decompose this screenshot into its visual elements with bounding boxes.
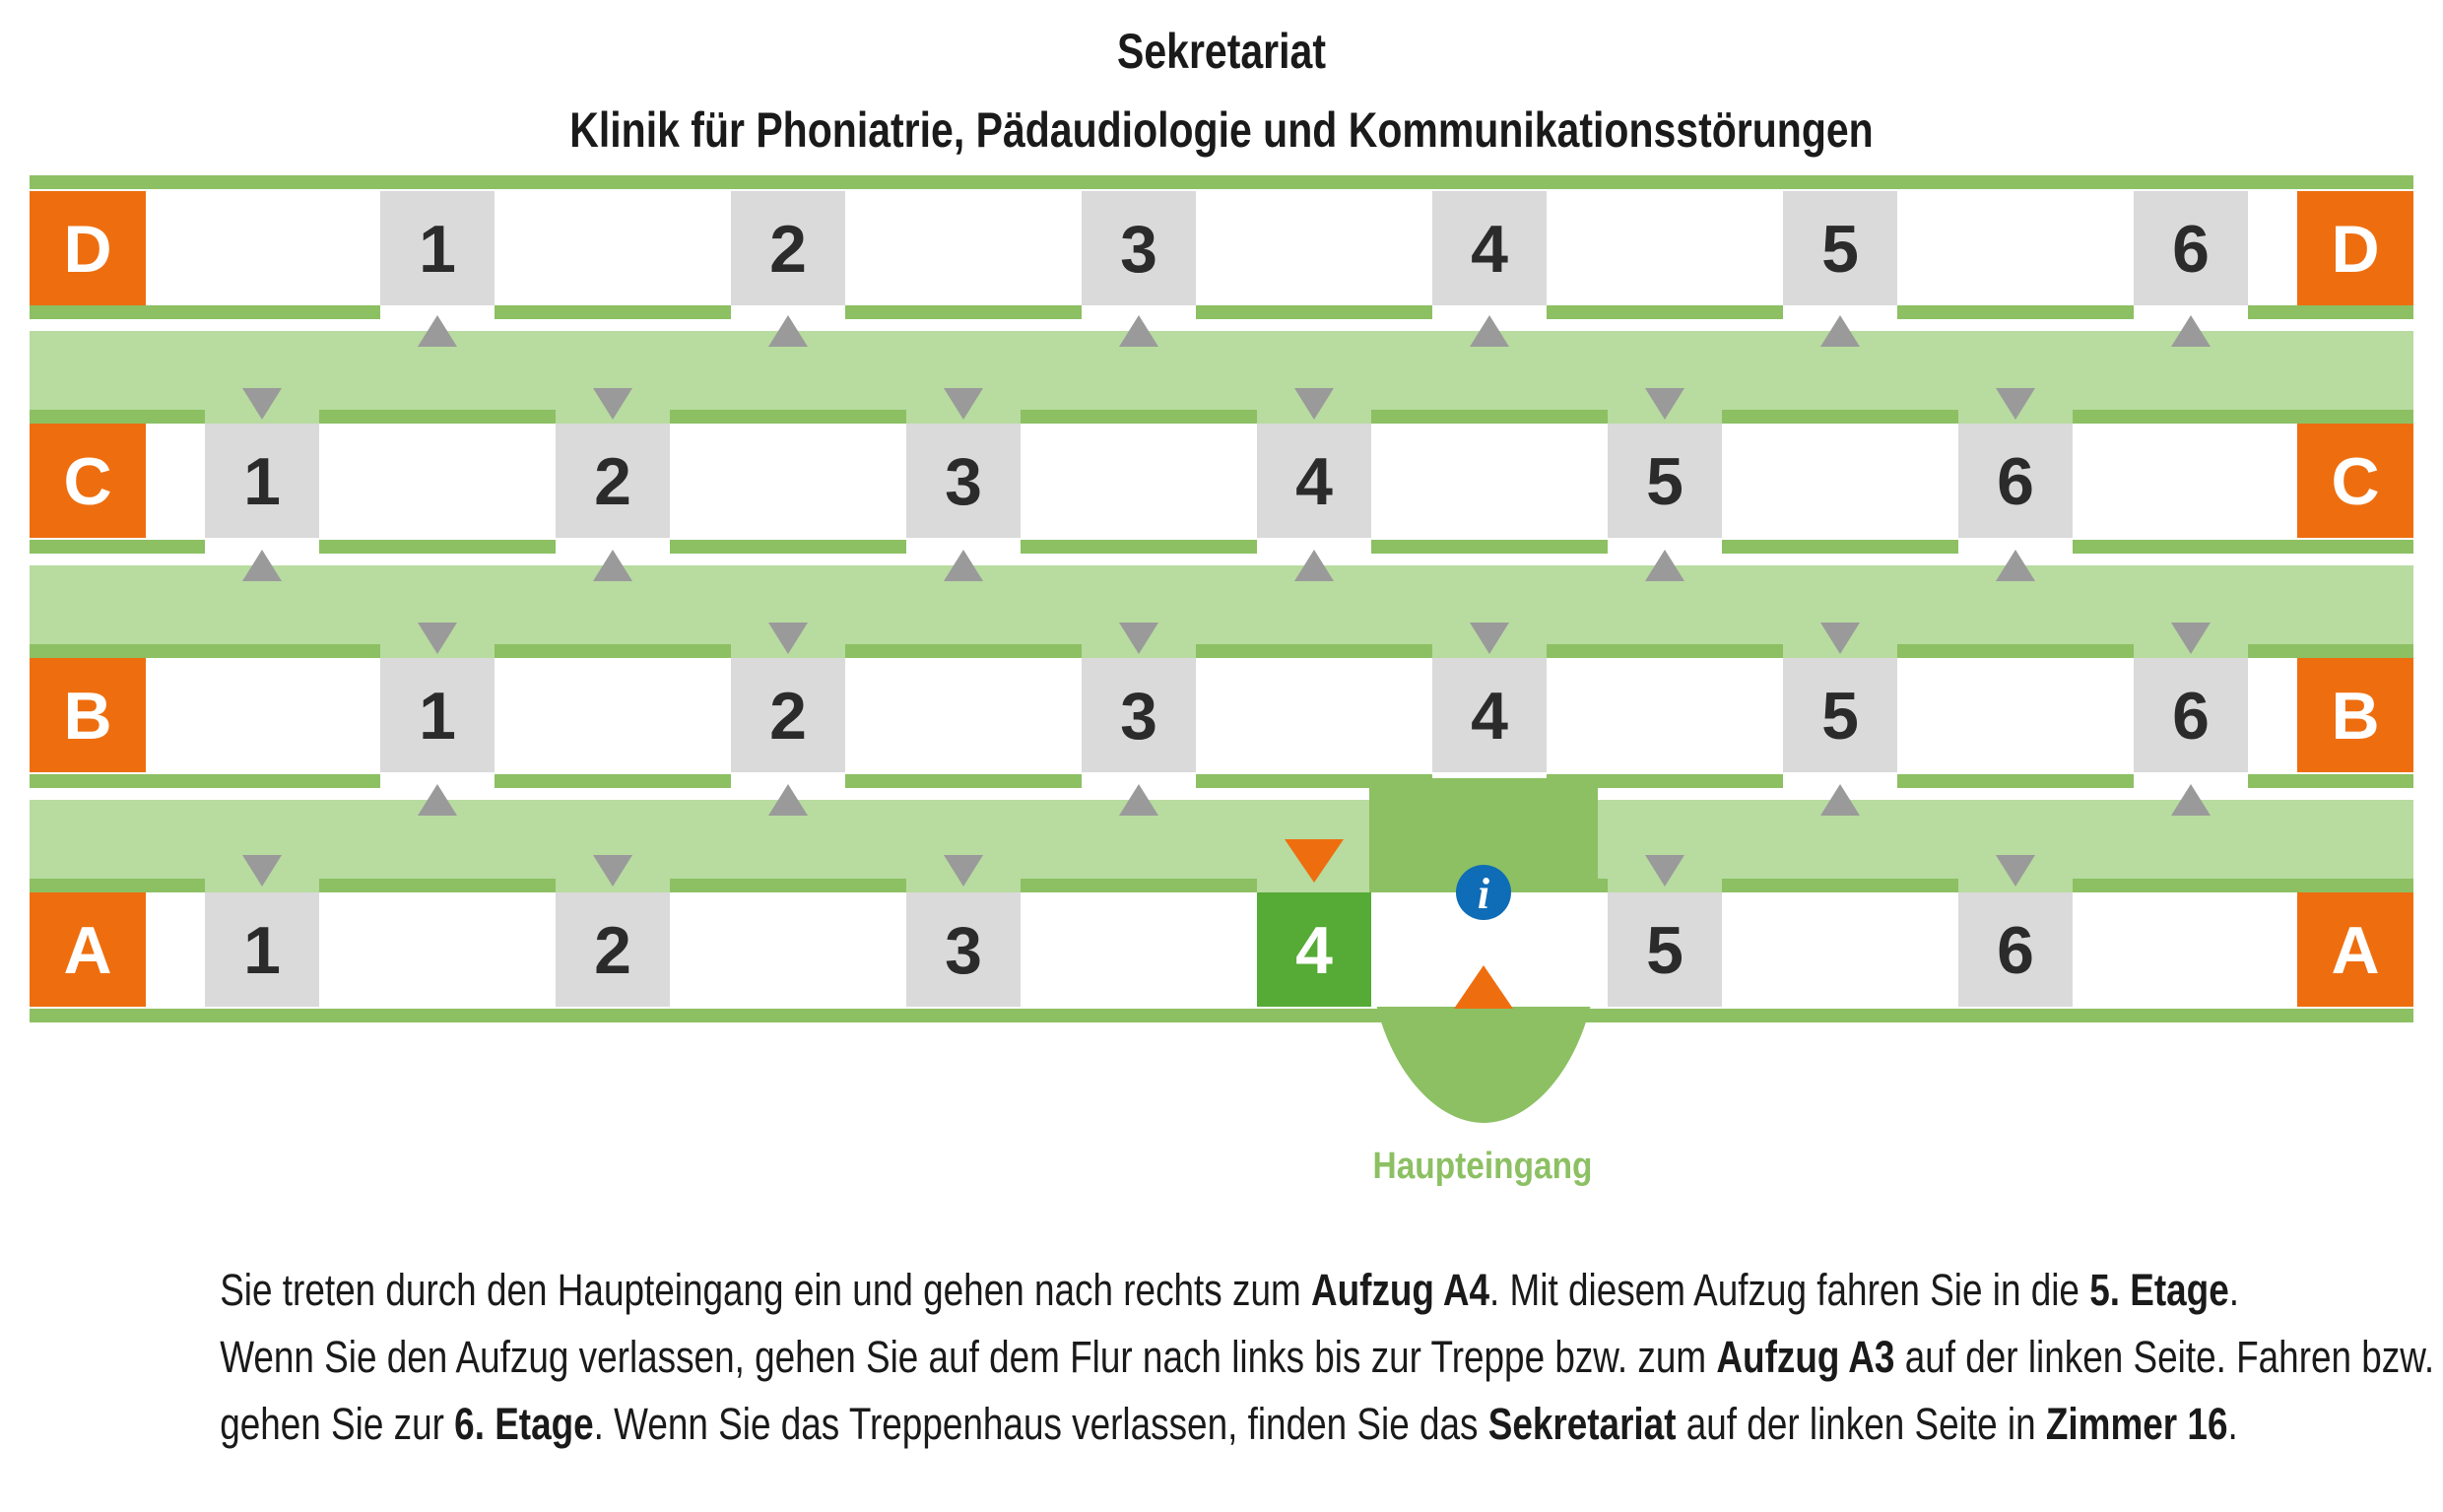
elevator-label-B6: 6 <box>2172 679 2210 754</box>
wall-segment <box>1021 410 1257 424</box>
wall-segment <box>2073 540 2413 554</box>
stairwell-letter-C: C <box>2331 444 2380 519</box>
page-subtitle: Klinik für Phoniatrie, Pädaudiologie und Kommunikationsstörungen <box>569 102 1874 158</box>
elevator-label-D1: 1 <box>419 212 456 287</box>
wall-segment <box>1897 644 2134 658</box>
wall-segment <box>30 175 2413 189</box>
directions-line-3 <box>220 1391 2238 1458</box>
directions-line3-run-3: Sekretariat <box>1487 1399 1677 1449</box>
directions-line1-run-4: . <box>2228 1265 2239 1315</box>
directions-line3-run-2: . Wenn Sie das Treppenhaus verlassen, finden Sie das <box>593 1399 1488 1449</box>
wall-segment <box>670 540 906 554</box>
elevator-label-B1: 1 <box>419 679 456 754</box>
elevator-label-B5: 5 <box>1821 679 1859 754</box>
wall-segment <box>2248 644 2413 658</box>
wall-segment <box>319 410 556 424</box>
directions-line3-run-4: auf der linken Seite in <box>1676 1399 2046 1449</box>
directions-line-1 <box>220 1257 2239 1324</box>
directions-line3-run-0: gehen Sie zur <box>220 1399 455 1449</box>
directions-line3-run-5: Zimmer 16 <box>2045 1399 2228 1449</box>
elevator-label-C6: 6 <box>1997 444 2034 519</box>
directions-line1-run-3: 5. Etage <box>2089 1265 2229 1315</box>
wall-segment <box>1021 540 1257 554</box>
elevator-label-D2: 2 <box>769 212 807 287</box>
wall-segment <box>2073 879 2413 892</box>
elevator-label-C4: 4 <box>1295 444 1333 519</box>
stairwell-letter-B: B <box>2331 679 2380 754</box>
wall-segment <box>30 1009 2413 1022</box>
wall-segment <box>319 879 556 892</box>
directions-line-2 <box>220 1324 2435 1391</box>
wall-segment <box>1722 879 1958 892</box>
elevator-label-A4: 4 <box>1295 913 1333 988</box>
elevator-label-C2: 2 <box>594 444 631 519</box>
elevator-label-D6: 6 <box>2172 212 2210 287</box>
elevator-label-B4: 4 <box>1471 679 1508 754</box>
wall-segment <box>845 305 1082 319</box>
elevator-label-D5: 5 <box>1821 212 1859 287</box>
wall-segment <box>1547 305 1783 319</box>
elevator-label-B2: 2 <box>769 679 807 754</box>
elevator-label-A6: 6 <box>1997 913 2034 988</box>
wall-segment <box>845 644 1082 658</box>
wall-segment <box>670 879 906 892</box>
stairwell-letter-C: C <box>63 444 112 519</box>
wall-segment <box>1021 879 1257 892</box>
wall-segment <box>1371 540 1608 554</box>
elevator-label-A5: 5 <box>1646 913 1684 988</box>
elevator-label-D4: 4 <box>1471 212 1508 287</box>
elevator-label-A2: 2 <box>594 913 631 988</box>
wall-segment <box>1722 540 1958 554</box>
directions-line1-run-1: Aufzug A4 <box>1310 1265 1490 1315</box>
wall-segment <box>1897 774 2134 788</box>
corridor-2 <box>30 565 2413 658</box>
wall-segment <box>2248 305 2413 319</box>
wall-segment <box>1547 644 1783 658</box>
entrance-label: Haupteingang <box>1372 1145 1593 1187</box>
wall-segment <box>30 540 205 554</box>
wall-segment <box>1897 305 2134 319</box>
elevator-label-A1: 1 <box>243 913 281 988</box>
elevator-label-C3: 3 <box>945 444 982 519</box>
wall-segment <box>845 774 1082 788</box>
elevator-label-D3: 3 <box>1120 212 1157 287</box>
elevator-label-A3: 3 <box>945 913 982 988</box>
stairwell-letter-B: B <box>63 679 112 754</box>
wall-segment <box>495 305 731 319</box>
elevator-label-B3: 3 <box>1120 679 1157 754</box>
wall-segment <box>1371 410 1608 424</box>
stairwell-letter-D: D <box>63 212 112 287</box>
directions-line1-run-2: . Mit diesem Aufzug fahren Sie in die <box>1489 1265 2090 1315</box>
wall-segment <box>495 774 731 788</box>
directions-line2-run-0: Wenn Sie den Aufzug verlassen, gehen Sie auf dem Flur nach links bis zur Treppe bzw. zum <box>220 1332 1717 1382</box>
wall-segment <box>2248 774 2413 788</box>
stairwell-letter-A: A <box>63 913 112 988</box>
elevator-label-C1: 1 <box>243 444 281 519</box>
wall-segment <box>1722 410 1958 424</box>
wall-segment <box>495 644 731 658</box>
wall-segment <box>30 774 380 788</box>
directions-line2-run-2: auf der linken Seite. Fahren bzw. <box>1894 1332 2435 1382</box>
elevator-label-C5: 5 <box>1646 444 1684 519</box>
wall-segment <box>2073 410 2413 424</box>
directions-line3-run-1: 6. Etage <box>454 1399 594 1449</box>
wall-segment <box>670 410 906 424</box>
stairwell-letter-D: D <box>2331 212 2380 287</box>
page-title: Sekretariat <box>1117 24 1326 79</box>
directions-text <box>0 1257 2443 1458</box>
info-icon-letter: i <box>1477 870 1490 918</box>
wall-segment <box>1196 305 1432 319</box>
corridor-1 <box>30 331 2413 424</box>
directions-line2-run-1: Aufzug A3 <box>1716 1332 1895 1382</box>
wall-segment <box>30 879 205 892</box>
stairwell-letter-A: A <box>2331 913 2380 988</box>
directions-line1-run-0: Sie treten durch den Haupteingang ein und gehen nach rechts zum <box>220 1265 1311 1315</box>
wall-segment <box>30 644 380 658</box>
wall-segment <box>319 540 556 554</box>
directions-line3-run-6: . <box>2227 1399 2238 1449</box>
wall-segment <box>1196 644 1432 658</box>
wall-segment <box>30 305 380 319</box>
wall-segment <box>30 410 205 424</box>
corridor-3 <box>30 800 2413 892</box>
